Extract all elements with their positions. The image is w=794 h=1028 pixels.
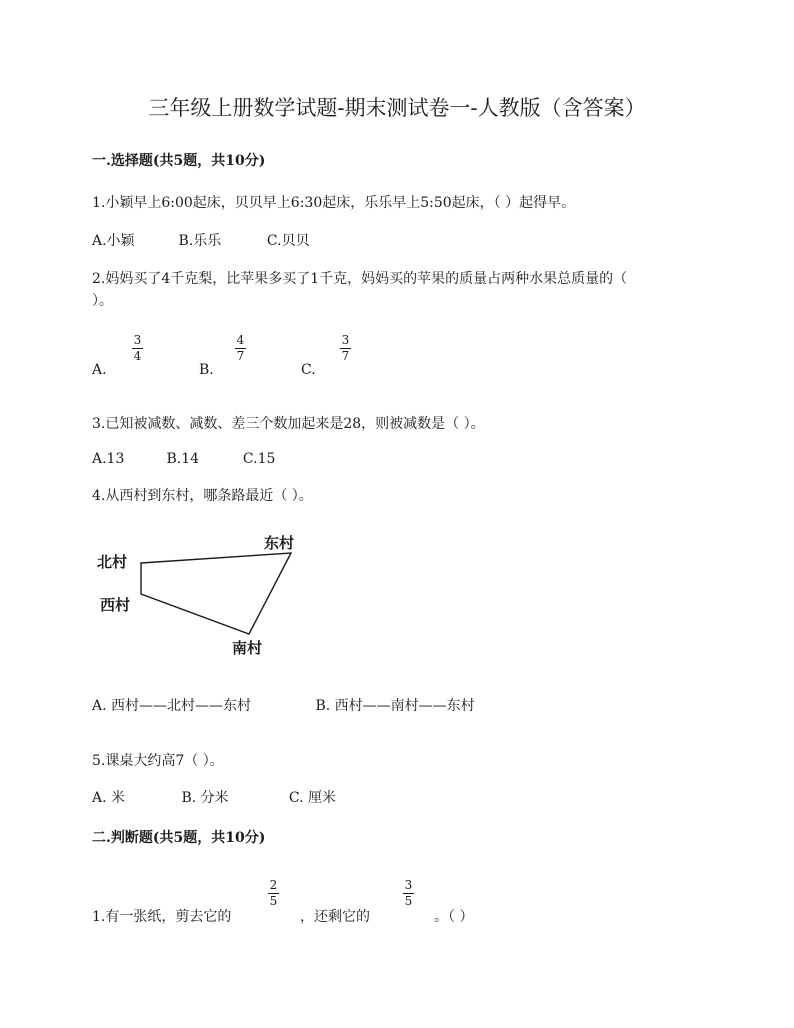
question-3: 3.已知被减数、减数、差三个数加起来是28，则被减数是（ ）。 (92, 416, 485, 432)
option-a: A.13 (92, 451, 125, 467)
question-2-line-2: ）。 (92, 293, 113, 309)
question-4: 4.从西村到东村，哪条路最近（ ）。 (92, 488, 313, 504)
label-west-village: 西村 (100, 596, 131, 614)
question-5-options (92, 787, 336, 807)
question-4-options (92, 695, 475, 715)
denominator: 7 (236, 349, 245, 363)
option-b: B.乐乐 (178, 233, 222, 249)
numerator: 2 (269, 878, 278, 892)
question-2-line-1: 2.妈妈买了4千克梨，比苹果多买了1千克，妈妈买的苹果的质量占两种水果总质量的（ (92, 271, 628, 287)
numerator: 3 (341, 333, 350, 347)
option-b: B. 西村——南村——东村 (315, 698, 475, 714)
option-a: A. 米 (92, 790, 126, 806)
denominator: 5 (269, 894, 278, 908)
option-a: A. (92, 362, 107, 378)
numerator: 3 (404, 878, 413, 892)
label-north-village: 北村 (97, 553, 128, 571)
section-heading-judgement: 二.判断题(共5题，共10分) (92, 830, 266, 846)
fraction-remaining (403, 879, 414, 908)
denominator: 4 (133, 349, 142, 363)
label-south-village: 南村 (232, 639, 263, 657)
option-a: A. 西村——北村——东村 (92, 698, 252, 714)
label-east-village: 东村 (264, 534, 295, 552)
fraction-removed (268, 879, 279, 908)
judgement-1-suffix: 。（ ） (434, 909, 474, 925)
judgement-1-middle: ，还剩它的 (300, 909, 370, 925)
option-c: C. (301, 362, 316, 378)
route-outline (141, 553, 291, 634)
option-c: C. 厘米 (288, 790, 337, 806)
option-a: A.小颖 (92, 233, 135, 249)
question-5: 5.课桌大约高7（ ）。 (92, 753, 224, 769)
denominator: 7 (341, 349, 350, 363)
option-c: C.15 (242, 451, 276, 467)
section-heading-choice: 一.选择题(共5题，共10分) (92, 153, 266, 169)
judgement-1-prefix: 1.有一张纸，剪去它的 (92, 909, 232, 925)
page-title: 三年级上册数学试题-期末测试卷一-人教版（含答案） (148, 96, 646, 120)
option-b: B.14 (166, 451, 200, 467)
option-b: B. (199, 362, 214, 378)
denominator: 5 (404, 894, 413, 908)
option-c: C.贝贝 (266, 233, 310, 249)
option-b: B. 分米 (181, 790, 229, 806)
question-1: 1.小颖早上6:00起床，贝贝早上6:30起床，乐乐早上5:50起床，（ ）起得早。 (92, 195, 576, 211)
numerator: 4 (236, 333, 245, 347)
numerator: 3 (133, 333, 142, 347)
